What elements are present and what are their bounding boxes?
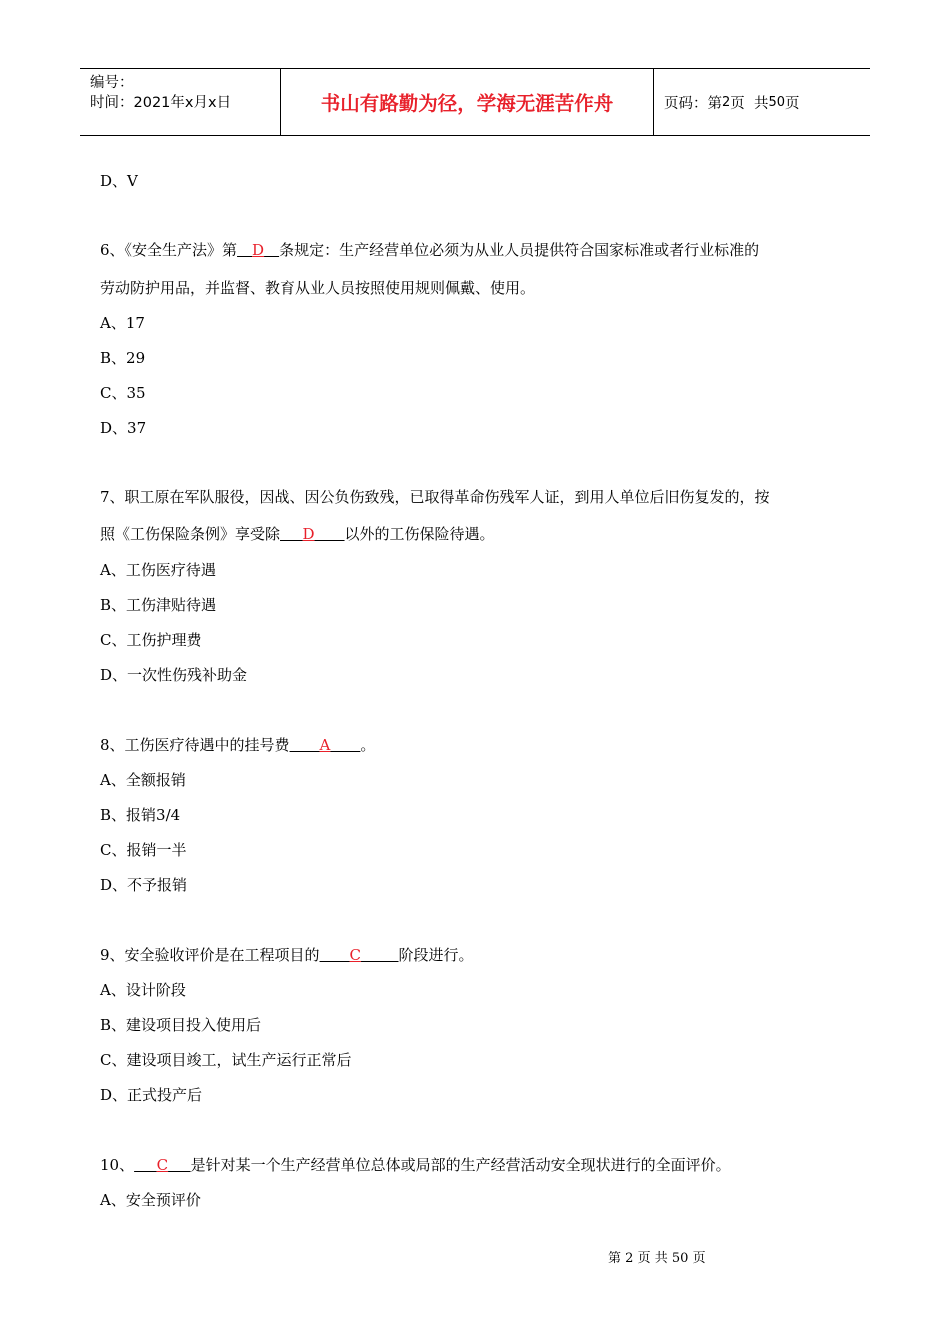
question-6-continued: 劳动防护用品，并监督、教育从业人员按照使用规则佩戴、使用。 — [100, 279, 536, 297]
question-text: 9、安全验收评价是在工程项目的 — [100, 946, 320, 964]
question-text: 。 — [360, 736, 376, 754]
option-line: D、37 — [100, 419, 147, 437]
option-line: D、不予报销 — [100, 876, 188, 894]
option-line: C、35 — [100, 384, 146, 402]
option-line: A、工伤医疗待遇 — [100, 561, 216, 579]
option-line: A、17 — [100, 314, 145, 332]
option-line: C、建设项目竣工，试生产运行正常后 — [100, 1051, 352, 1069]
option-line: C、工伤护理费 — [100, 631, 202, 649]
page-mid: 页 共 — [730, 95, 769, 112]
page-label: 页码：第 — [664, 95, 722, 112]
option-line: B、29 — [100, 349, 146, 367]
page-footer — [608, 1247, 706, 1266]
question-text: 条规定：生产经营单位必须为从业人员提供符合国家标准或者行业标准的 — [279, 241, 760, 259]
footer-word: 共 — [654, 1251, 668, 1266]
answer-mark: D — [252, 241, 265, 259]
question-6 — [100, 240, 759, 260]
header-meta — [80, 69, 281, 135]
doc-date: 时间：2021年x月x日 — [90, 95, 232, 111]
doc-number-label: 编号： — [90, 75, 134, 91]
option-line: C、报销一半 — [100, 841, 187, 859]
option-line: B、工伤津贴待遇 — [100, 596, 217, 614]
option-line: D、V — [100, 172, 138, 190]
question-text: 照《工伤保险条例》享受除 — [100, 525, 281, 543]
answer-mark: C — [156, 1156, 169, 1174]
footer-word: 页 — [637, 1251, 651, 1266]
option-line: D、一次性伤残补助金 — [100, 666, 248, 684]
footer-word: 第 — [608, 1251, 622, 1266]
question-text: 8、工伤医疗待遇中的挂号费 — [100, 736, 290, 754]
option-line: B、建设项目投入使用后 — [100, 1016, 262, 1034]
question-9 — [100, 945, 474, 965]
question-text: 阶段进行。 — [398, 946, 474, 964]
footer-page-number: 2 — [625, 1251, 634, 1266]
option-line: A、全额报销 — [100, 771, 186, 789]
page-total: 50 — [768, 94, 786, 110]
question-text: 10、 — [100, 1156, 135, 1174]
footer-word: 页 — [692, 1251, 706, 1266]
answer-mark: C — [349, 946, 362, 964]
page-header — [80, 68, 870, 136]
question-text: 是针对某一个生产经营单位总体或局部的生产经营活动安全现状进行的全面评价。 — [190, 1156, 731, 1174]
question-7: 7、职工原在军队服役，因战、因公负伤致残，已取得革命伤残军人证，到用人单位后旧伤复发的，按 — [100, 488, 770, 506]
option-line: A、安全预评价 — [100, 1191, 201, 1209]
question-7-continued — [100, 524, 495, 544]
header-motto: 书山有路勤为径，学海无涯苦作舟 — [281, 69, 654, 135]
footer-page-total: 50 — [671, 1251, 689, 1266]
option-line: A、设计阶段 — [100, 981, 186, 999]
question-10 — [100, 1155, 731, 1175]
header-page-info — [654, 69, 870, 135]
page-number: 2 — [722, 94, 731, 110]
question-text: 6、《安全生产法》第 — [100, 241, 238, 259]
question-8 — [100, 735, 375, 755]
option-line: D、正式投产后 — [100, 1086, 203, 1104]
answer-mark: D — [302, 525, 315, 543]
question-text: 以外的工伤保险待遇。 — [344, 525, 495, 543]
answer-mark: A — [319, 736, 331, 754]
option-line: B、报销3/4 — [100, 806, 181, 824]
page-end: 页 — [785, 95, 800, 112]
